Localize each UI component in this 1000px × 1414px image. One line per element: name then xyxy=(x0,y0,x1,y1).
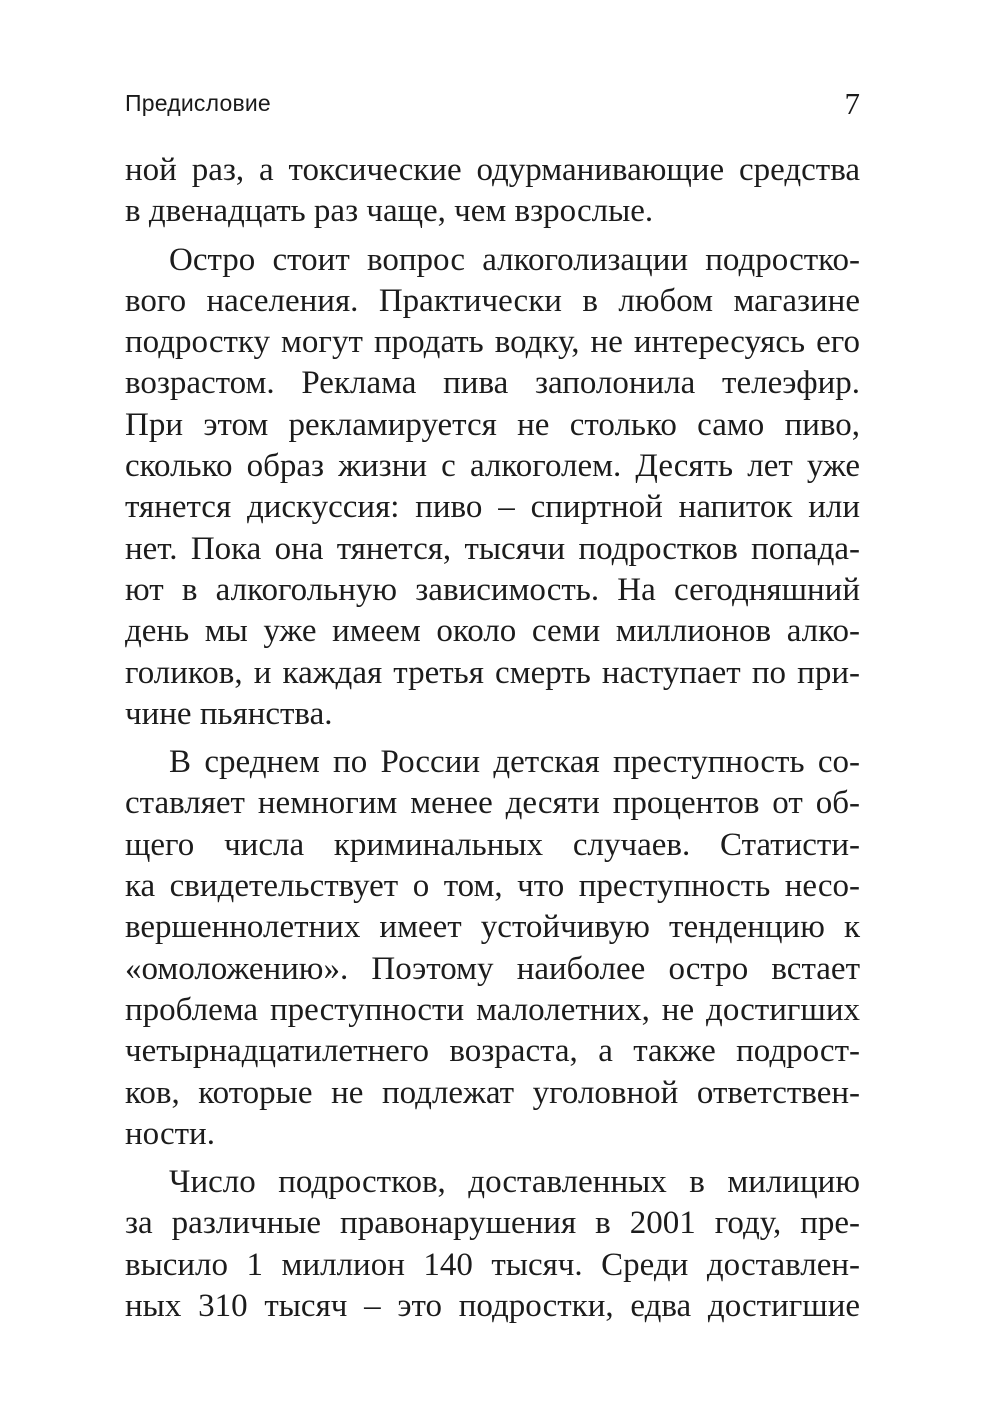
text-line: нет. Пока она тянется, тысячи подростков попада- xyxy=(125,530,860,567)
running-title: Предисловие xyxy=(125,90,271,116)
text-line: ют в алкогольную зависимость. На сегодняшний xyxy=(125,571,860,608)
text-line: вого населения. Практически в любом магазине xyxy=(125,282,860,319)
text-line: Число подростков, доставленных в милицию xyxy=(169,1164,860,1201)
text-line: подростку могут продать водку, не интересуясь его xyxy=(125,324,860,361)
text-line: В среднем по России детская преступность со- xyxy=(169,744,860,781)
running-header xyxy=(125,86,860,126)
text-line: сколько образ жизни с алкоголем. Десять лет уже xyxy=(125,448,860,485)
text-line: тянется дискуссия: пиво – спиртной напиток или xyxy=(125,489,860,526)
text-line: день мы уже имеем около семи миллионов алко- xyxy=(125,613,860,650)
text-line: ных 310 тысяч – это подростки, едва достигшие xyxy=(125,1288,860,1325)
text-line: Остро стоит вопрос алкоголизации подростко- xyxy=(169,241,860,278)
text-line: высило 1 миллион 140 тысяч. Среди доставлен- xyxy=(125,1246,860,1283)
text-line: При этом рекламируется не столько само пиво, xyxy=(125,406,860,443)
text-line: чине пьянства. xyxy=(125,695,333,732)
text-line: возрастом. Реклама пива заполонила телеэфир. xyxy=(125,365,860,402)
text-line: проблема преступности малолетних, не достигших xyxy=(125,991,860,1028)
text-line: вершеннолетних имеет устойчивую тенденцию к xyxy=(125,909,860,946)
text-line: за различные правонарушения в 2001 году, пре- xyxy=(125,1205,860,1242)
paragraph-continuation xyxy=(125,150,860,233)
paragraph-alcoholism xyxy=(125,240,860,736)
text-line: ности. xyxy=(125,1115,215,1152)
paragraph-crime xyxy=(125,742,860,1155)
text-line: в двенадцать раз чаще, чем взрослые. xyxy=(125,193,654,230)
text-line: ка свидетельствует о том, что преступность несо- xyxy=(125,868,860,905)
paragraph-police-statistics xyxy=(125,1162,860,1327)
text-line: ков, которые не подлежат уголовной ответствен- xyxy=(125,1074,860,1111)
body-text xyxy=(125,150,860,1327)
text-line: «омоложению». Поэтому наиболее остро встает xyxy=(125,950,860,987)
text-line: ставляет немногим менее десяти процентов от об- xyxy=(125,785,860,822)
text-line: ной раз, а токсические одурманивающие средства xyxy=(125,152,860,188)
text-line: голиков, и каждая третья смерть наступает по при- xyxy=(125,654,860,691)
text-line: щего числа криминальных случаев. Статисти- xyxy=(125,826,860,863)
page-number: 7 xyxy=(844,86,860,121)
text-line: четырнадцатилетнего возраста, а также подрост- xyxy=(125,1033,860,1070)
